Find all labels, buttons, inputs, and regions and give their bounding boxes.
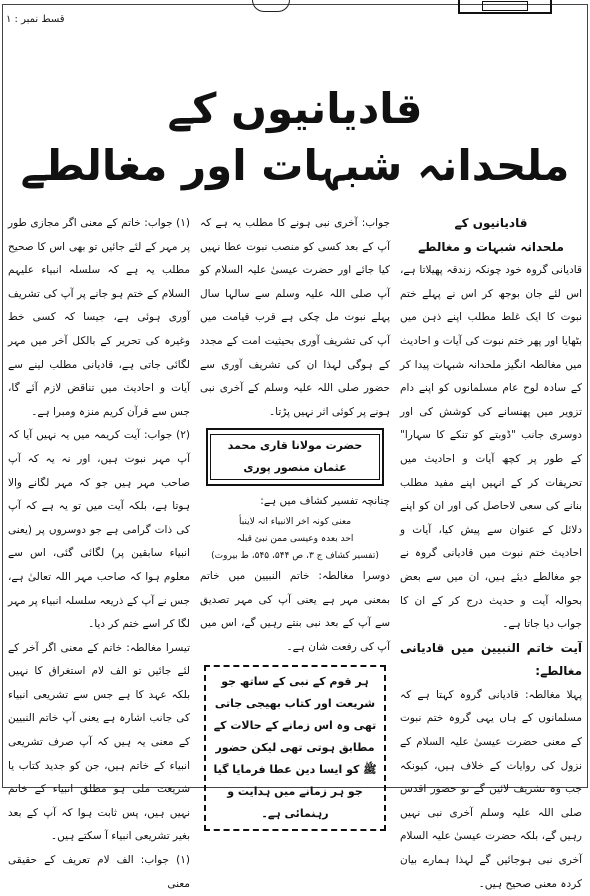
first-fallacy-paragraph: پہلا مغالطہ: قادیانی گروہ کہتا ہے کہ مسلمانوں کے ہاں یہی گروہ ختم نبوت کے معنی حضرت عیسیٰ علیہ السلام کے نزول کی روایات کے خلاف ہیں، کیونکہ جب وہ تشریف لائیں گے تو حضور اقدس صلی اللہ علیہ وسلم آخری نبی نہیں رہیں گے، بلکہ حضرت عیسیٰ علیہ السلام آخری نبی ہوجائیں گے لہذا ہمارے بیان کردہ معنی صحیح ہیں۔ bbox=[400, 688, 582, 890]
quote-reference: (تفسیر کشاف ج ۳، ص ۵۴۴، ۵۴۵، ط بیروت) bbox=[211, 550, 379, 561]
highlight-box: ہر قوم کے نبی کے ساتھ جو شریعت اور کتاب بھیجی جاتی تھی وہ اس زمانے کے حالات کے مطابق ہوتی تھی لیکن حضور ﷺ کو ایسا دین عطا فرمایا گیا جو ہر زمانے میں ہدایت و رہنمائی ہے۔ bbox=[204, 665, 386, 831]
header-tag-inner bbox=[482, 1, 528, 11]
article-title-line2: ملحدانہ شبہات اور مغالطے bbox=[20, 141, 570, 190]
answer-3-paragraph: (۱) جواب: الف لام تعریف کے حقیقی معنی bbox=[8, 854, 190, 890]
kashaf-intro: چنانچہ تفسیر کشاف میں ہے: bbox=[260, 495, 390, 508]
article-title-line1: قادیانیوں کے bbox=[167, 84, 423, 133]
column-middle bbox=[200, 212, 390, 821]
header-tag bbox=[458, 0, 552, 14]
column-heading-2: ملحدانہ شبہات و مغالطے bbox=[418, 239, 564, 254]
column-left bbox=[8, 212, 190, 890]
emblem-icon bbox=[252, 0, 290, 12]
third-fallacy-paragraph: تیسرا مغالطہ: خاتم کے معنی اگر آخر کے لئے جائیں تو الف لام استغراق کا نہیں بلکہ عہد کا ہے جس سے تشریعی انبیاء کی جانب اشارہ ہے یعنی آپ خاتم النبیین کے معنی یہ ہیں کہ آپ صرف تشریعی انبیاء کے خاتم ہیں، جن کو جدید کتاب یا شریعت ملی ہو مطلق انبیاء کے خاتم نہیں ہیں، پس ثابت ہوا کہ آپ کے بعد بغیر تشریعی انبیاء آ سکتے ہیں۔ bbox=[8, 641, 190, 843]
answer-paragraph: جواب: آخری نبی ہونے کا مطلب یہ ہے کہ آپ کے بعد کسی کو منصب نبوت عطا نہیں کیا جائے اور حضرت عیسیٰ علیہ السلام کو آپ صلی اللہ علیہ وسلم سے سالہا سال پہلے نبوت مل چکی ہے قرب قیامت میں آپ کی تشریف آوری بحیثیت امت کے مجدد کے ہوگی لہذا ان کی تشریف آوری سے حضور صلی اللہ علیہ وسلم کے آخری نبی ہونے پر کوئی اثر نہیں پڑتا۔ bbox=[200, 217, 390, 418]
column-heading-1: قادیانیوں کے bbox=[454, 216, 528, 230]
arabic-quote-line2: احد بعدہ وعیسی ممن نبئ قبلہ bbox=[236, 533, 354, 544]
answer-2-paragraph: (۲) جواب: آیت کریمہ میں یہ نہیں آیا کہ آپ مہر نبوت ہیں، اور نہ یہ کہ آپ صاحب مہر ہیں جو کہ مہر لگانے والا ہوتا ہے، بلکہ آیت میں تو یہ ہے کہ آپ کی ذات گرامی ہے جو دوسروں پر (یعنی انبیاء سابقین پر) لگائی گئی، اس سے معلوم ہوا کہ صاحب مہر اللہ تعالیٰ ہے، جس نے آپ کے ذریعہ سلسلہ انبیاء پر مہر لگا کر اسے ختم کر دیا۔ bbox=[8, 429, 190, 631]
arabic-quote-line1: معنی کونہ اخر الانبیاء انہ لاینبأ bbox=[238, 516, 352, 527]
author-box bbox=[206, 428, 384, 486]
author-name: حضرت مولانا قاری محمد عثمان منصور پوری bbox=[210, 434, 380, 480]
second-fallacy-paragraph: دوسرا مغالطہ: خاتم النبیین میں خاتم بمعنی مہر ہے یعنی آپ کی مہر تصدیق سے آپ کے بعد نبی بنتے رہیں گے، اس میں آپ کی رفعت شان ہے۔ bbox=[200, 569, 390, 653]
column-right bbox=[400, 212, 582, 890]
section-heading: آیت خاتم النبیین میں قادیانی مغالطے: bbox=[400, 640, 582, 679]
episode-number: قسط نمبر : ۱ bbox=[6, 14, 65, 25]
intro-paragraph: قادیانی گروہ خود چونکہ زندقہ پھیلاتا ہے، اس لئے جان بوجھ کر اس نے پہلے ختم نبوت کا ایک غلط مطلب اپنے ذہن میں بٹھایا اور پھر ختم نبوت کی آیات و احادیث میں مغالطہ انگیز ملحدانہ شبہات پیدا کر کے سادہ لوح عام مسلمانوں کو اپنے دام تزویر میں پھنسانے کی کوشش کی اور دوسری جانب "ڈوبتے کو تنکے کا سہارا" کے طور پر کچھ آیات و احادیث میں تحریفات کر کے انہیں اپنے مفید مطلب بنانے کی سعی لاحاصل کی اور ان کو اپنے دلائل کے عنوان سے پیش کیا، آیات و احادیث ختم نبوت میں قادیانی گروہ نے جو مغالطے دیئے ہیں، ان میں سے بعض بحوالہ آیت و حدیث درج کر کے ان کا جواب دیا جاتا ہے۔ bbox=[400, 264, 582, 631]
top-header bbox=[0, 0, 590, 14]
answer-1-paragraph: (۱) جواب: خاتم کے معنی اگر مجازی طور پر مہر کے لئے جائیں تو بھی اس کا صحیح مطلب یہ ہے کہ سلسلہ انبیاء علیہم السلام کے ختم ہو جانے پر آپ کی تشریف آوری ہوئی ہے، جیسا کہ کسی خط وغیرہ کی تحریر کے بالکل آخر میں مہر لگائی جاتی ہے، قادیانی مطلب لینے سے آیات و احادیث میں تناقض لازم آئے گا، جس سے قرآن کریم منزہ ومبرا ہے۔ bbox=[8, 217, 190, 418]
